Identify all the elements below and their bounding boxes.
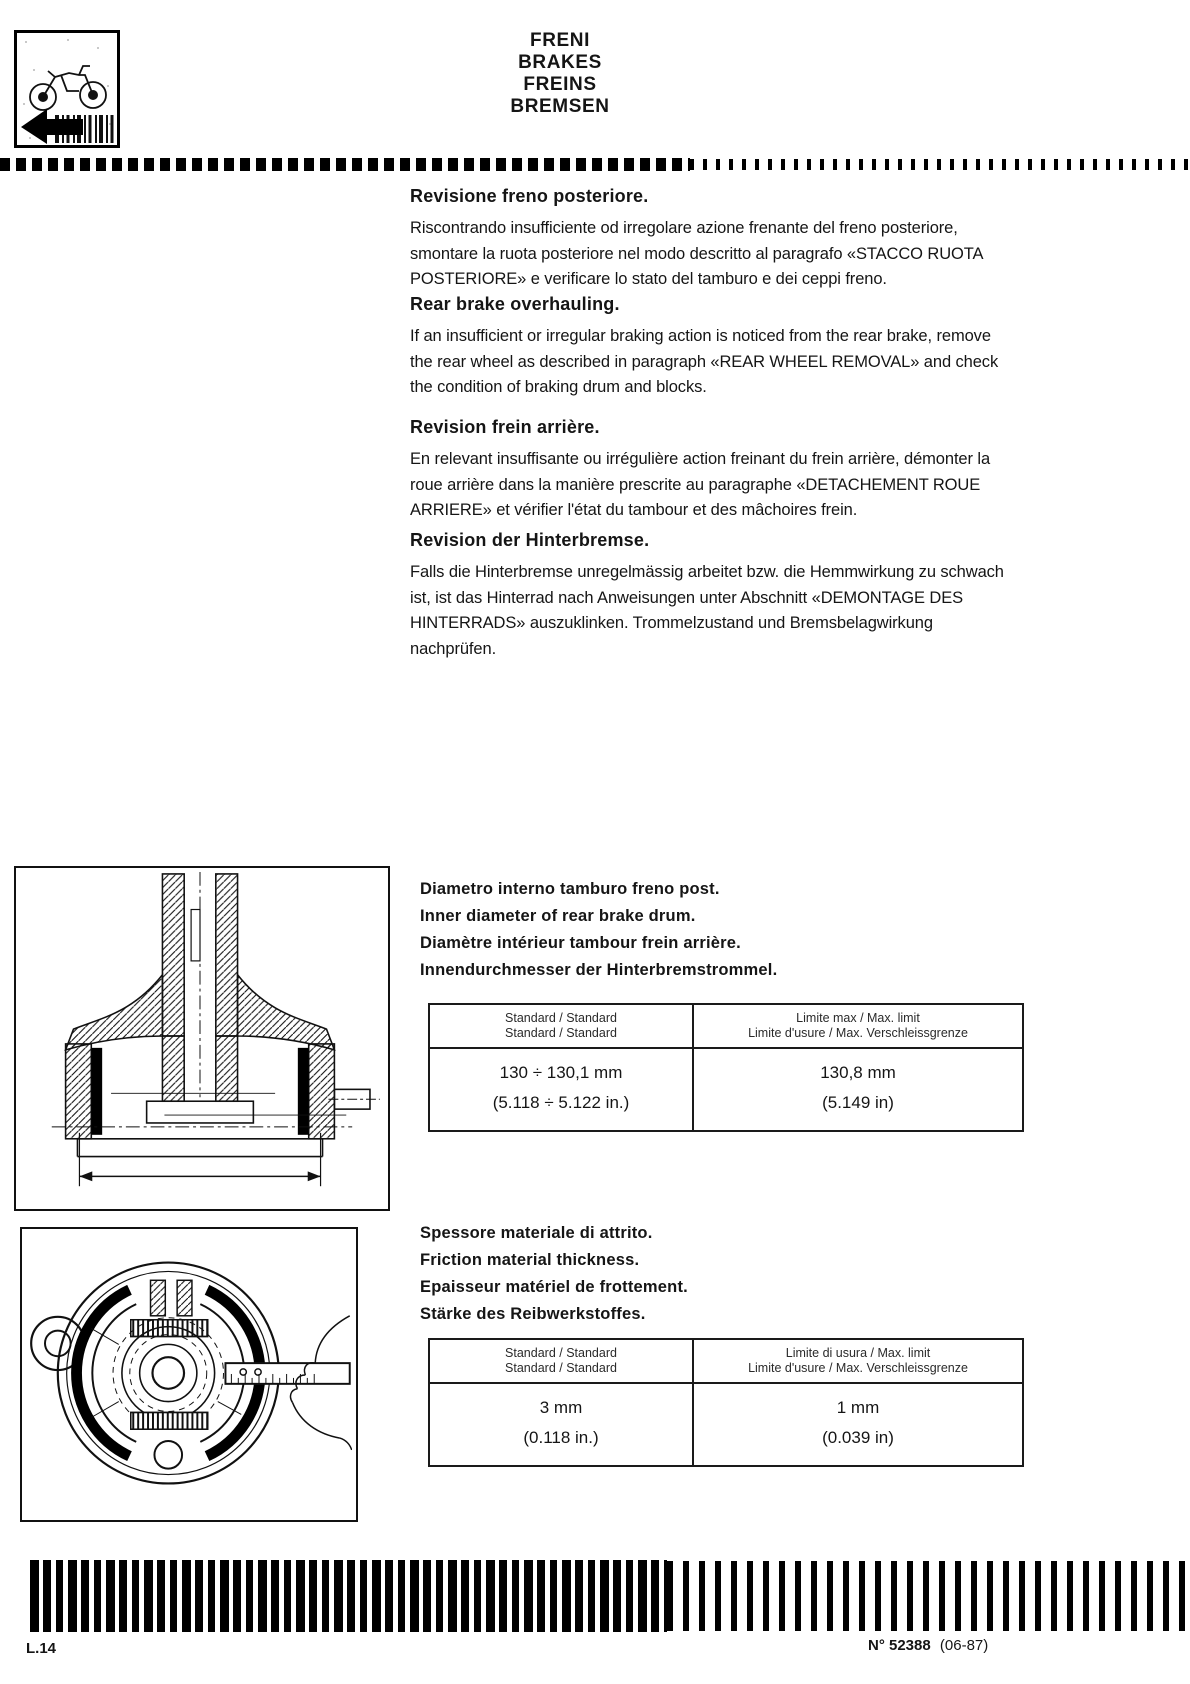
caption-en: Friction material thickness. bbox=[420, 1251, 640, 1269]
footer-doc-date: (06-87) bbox=[939, 1637, 989, 1654]
page-title-it: FRENI bbox=[530, 30, 590, 51]
spec-table-value-row bbox=[430, 1384, 1022, 1465]
section-body: En relevant insuffisante ou irrégulière action freinant du frein arrière, démonter la roue arrière dans la manière prescrite au paragraphe «DETACHEMENT ROUE ARRIERE» et vérifier l'état du tambour et des mâchoires frein. bbox=[410, 450, 991, 519]
section-divider bbox=[0, 158, 1190, 171]
barcode-bars-thin bbox=[667, 1561, 1188, 1631]
caption-en: Inner diameter of rear brake drum. bbox=[420, 907, 696, 925]
figure-brake-shoe-assembly bbox=[20, 1227, 358, 1522]
caption-de: Innendurchmesser der Hinterbremstrommel. bbox=[420, 961, 778, 979]
footer-doc-number: N° 52388 bbox=[868, 1637, 931, 1654]
brake-shoe-assembly-with-caliper bbox=[22, 1229, 352, 1516]
header-cell-standard: Standard / Standard Standard / Standard bbox=[505, 1011, 617, 1040]
page-title-fr: FREINS bbox=[523, 74, 597, 95]
hub-center bbox=[152, 1357, 184, 1389]
section-body: If an insufficient or irregular braking action is noticed from the rear brake, remove the rear wheel as described in paragraph «REAR WHEEL REMOVAL» and check the condition of braking drum and blocks. bbox=[410, 327, 999, 396]
value-cell-standard: 3 mm (0.118 in.) bbox=[523, 1398, 599, 1447]
chapter-stamp bbox=[14, 30, 120, 148]
caption-group-friction-thickness bbox=[420, 1220, 688, 1328]
section-english bbox=[410, 294, 1014, 401]
section-heading: Revision der Hinterbremse. bbox=[410, 530, 650, 550]
section-body: Falls die Hinterbremse unregelmässig arbeitet bzw. die Hemmwirkung zu schwach ist, ist das Hinterrad nach Anweisungen unter Abschnitt «DEMONTAGE DES HINTERRADS» auszuklinken. Trommelzustand und Bremsbelagwirkung nachprüfen. bbox=[410, 563, 1004, 658]
page-title-en: BRAKES bbox=[518, 52, 602, 73]
spec-table-drum-diameter bbox=[428, 1003, 1024, 1132]
dimension-arrow bbox=[79, 1133, 320, 1186]
section-french bbox=[410, 417, 1014, 524]
stamp-graphic bbox=[17, 33, 117, 145]
value-cell-standard: 130 ÷ 130,1 mm (5.118 ÷ 5.122 in.) bbox=[492, 1063, 630, 1112]
spec-table-header-row bbox=[430, 1340, 1022, 1384]
footer-doc-reference bbox=[868, 1637, 988, 1654]
spec-table-value-row bbox=[430, 1049, 1022, 1130]
section-heading: Revision frein arrière. bbox=[410, 417, 600, 437]
value-cell-limit: 130,8 mm (5.149 in) bbox=[692, 1049, 1022, 1130]
barcode-bars-thick bbox=[30, 1560, 667, 1632]
brake-drum-cross-section bbox=[16, 868, 384, 1204]
page-title-de: BREMSEN bbox=[510, 96, 610, 117]
page-title-group bbox=[400, 30, 720, 118]
caption-it: Spessore materiale di attrito. bbox=[420, 1224, 653, 1242]
caption-it: Diametro interno tamburo freno post. bbox=[420, 880, 720, 898]
caliper-ruler bbox=[225, 1363, 349, 1384]
section-body: Riscontrando insufficiente od irregolare azione frenante del freno posteriore, smontare la ruota posteriore nel modo descritto al paragrafo «STACCO RUOTA POSTERIORE» e verificare lo stato del tamburo e dei ceppi freno. bbox=[410, 219, 983, 288]
divider-dashes-thick bbox=[0, 158, 690, 171]
divider-dashes-thin bbox=[690, 159, 1190, 170]
section-german bbox=[410, 530, 1014, 662]
header-cell-standard: Standard / Standard Standard / Standard bbox=[505, 1346, 617, 1375]
spec-table-header-row bbox=[430, 1005, 1022, 1049]
caption-fr: Epaisseur matériel de frottement. bbox=[420, 1278, 688, 1296]
brake-cam bbox=[151, 1280, 166, 1316]
barcode-strip bbox=[30, 1560, 1188, 1632]
caption-de: Stärke des Reibwerkstoffes. bbox=[420, 1305, 646, 1323]
spec-table-friction-thickness bbox=[428, 1338, 1024, 1467]
section-italian bbox=[410, 186, 1014, 293]
section-heading: Rear brake overhauling. bbox=[410, 294, 620, 314]
motorcycle-icon bbox=[30, 66, 106, 110]
section-heading: Revisione freno posteriore. bbox=[410, 186, 649, 206]
header-cell-limit: Limite max / Max. limit Limite d'usure / Max. Verschleissgrenze bbox=[692, 1005, 1022, 1047]
header-cell-limit: Limite di usura / Max. limit Limite d'usure / Max. Verschleissgrenze bbox=[692, 1340, 1022, 1382]
return-spring-bottom bbox=[131, 1412, 208, 1429]
footer-page-code: L.14 bbox=[26, 1640, 57, 1657]
caption-group-drum-diameter bbox=[420, 876, 777, 984]
caption-fr: Diamètre intérieur tambour frein arrière. bbox=[420, 934, 741, 952]
figure-brake-drum-section bbox=[14, 866, 390, 1211]
anchor-pin bbox=[154, 1441, 182, 1469]
value-cell-limit: 1 mm (0.039 in) bbox=[692, 1384, 1022, 1465]
